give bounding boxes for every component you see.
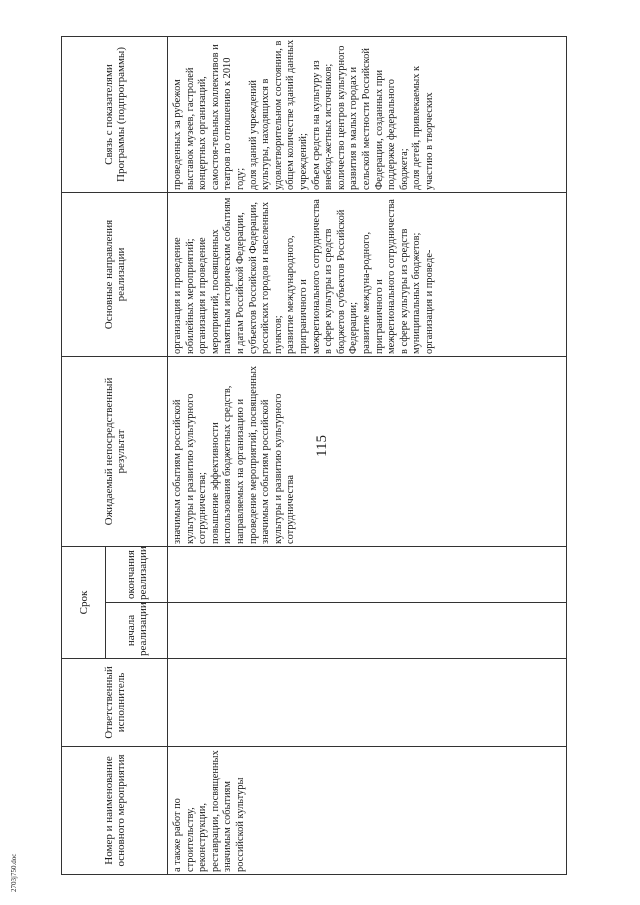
- header-indicators: Связь с показателями Программы (подпрограммы): [62, 37, 168, 193]
- cell-executor: [168, 659, 567, 747]
- cell-executor-text: [168, 661, 172, 744]
- header-main-directions: Основные направления реализации: [62, 193, 168, 357]
- cell-main-directions: [168, 193, 567, 357]
- page-number: 115: [314, 435, 330, 457]
- table-row: [168, 37, 567, 875]
- header-term-end: окончания реализации: [106, 547, 168, 603]
- cell-expected-result: [168, 357, 567, 547]
- header-executor: Ответственный исполнитель: [62, 659, 168, 747]
- program-table: [61, 36, 567, 875]
- header-row-1: [62, 37, 106, 875]
- header-expected-result: Ожидаемый непосредственный результат: [62, 357, 168, 547]
- cell-indicators: [168, 37, 567, 193]
- cell-event: [168, 747, 567, 875]
- header-event: Номер и наименование основного мероприятия: [62, 747, 168, 875]
- header-term-start: начала реализации: [106, 603, 168, 659]
- file-stamp: 2703j750.doc: [10, 853, 18, 892]
- cell-indicators-text: проведенных за рубежом выставок музеев, гастролей концертных организаций, самостоя-тельных коллективов и театров по отношению к 2010 году; доля зданий учреждений культуры, находящихся в удовлетворительном состоянии, в общем количестве зданий данных учреждений; объем средств на культуру из внебюд-жетных источников; количество центров культурного развития в малых городах и сельской местности Российской Федерации, созданных при поддержке федерального бюджета; доля детей, привлекаемых к участию в творческих: [172, 39, 435, 190]
- cell-term-start-text: [168, 605, 172, 656]
- cell-term-end-text: [168, 549, 172, 600]
- header-term: Срок: [62, 547, 106, 659]
- cell-main-directions-text: организация и проведение юбилейных мероприятий; организация и проведение мероприятий, посвященных памятным историческим событиям и датам Российской Федерации, субъектов Российской Федерации, российских городов и населенных пунктов; развитие международного, приграничного и межрегионального сотрудничества в сфере культуры из средств бюджетов субъектов Российской Федерации; развитие междуна-родного, приграничного и межрегионального сотрудничества в сфере культуры из средств муниципальных бюджетов; организация и проведе-: [172, 197, 435, 354]
- cell-expected-result-text: значимым событиям российской культуры и развитию культурного сотрудничества; повышение эффективности использования бюджетных средств, направляемых на организацию и проведение мероприятий, посвященных значимым событиям российской культуры и развитию культурного сотрудничества: [172, 365, 297, 544]
- rotated-table-container: [61, 37, 567, 875]
- cell-term-end: [168, 547, 567, 603]
- cell-term-start: [168, 603, 567, 659]
- cell-event-text: а также работ по строительству, реконструкции, реставрации, посвященных значимым событиям российской культуры: [172, 750, 246, 872]
